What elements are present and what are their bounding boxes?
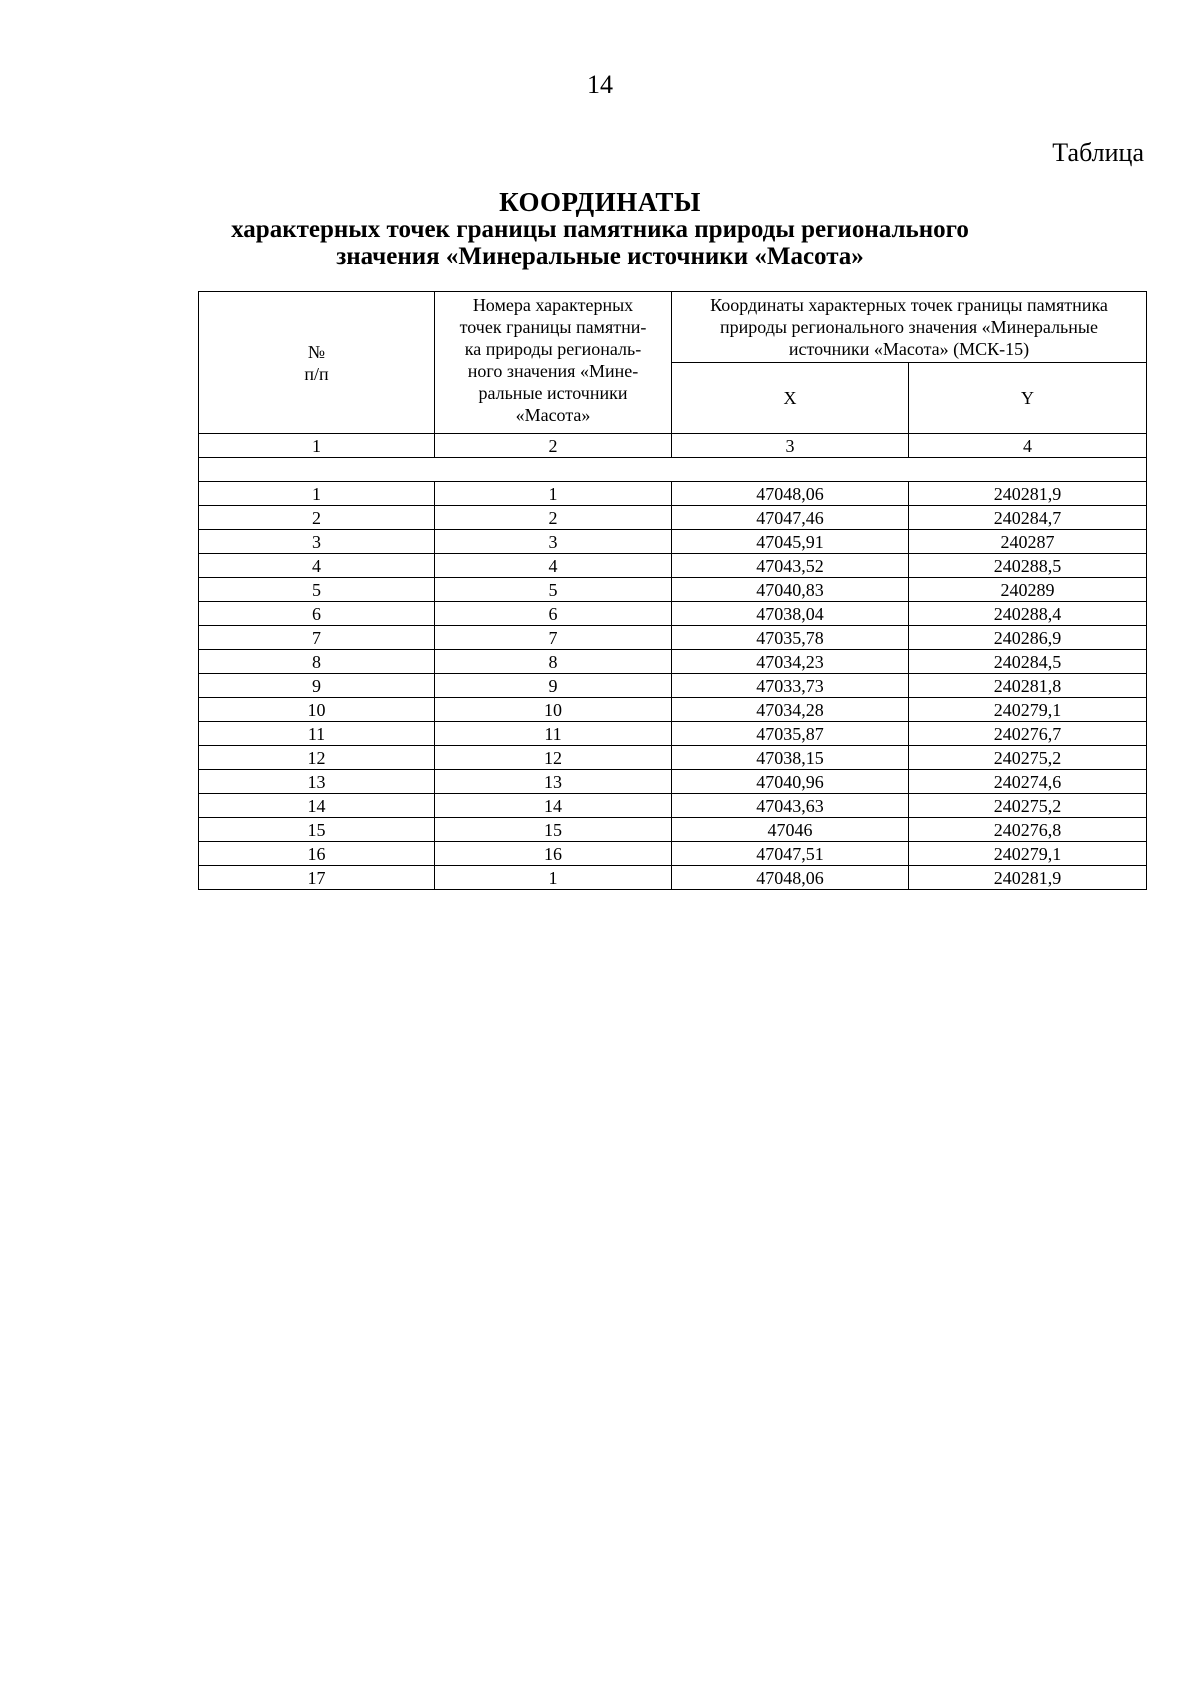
cell-x: 47043,52 [672,554,909,578]
table-row [199,794,1147,818]
table-row [199,578,1147,602]
cell-row-number: 11 [199,722,435,746]
cell-x: 47034,28 [672,698,909,722]
cell-point-number: 15 [435,818,672,842]
cell-point-number: 8 [435,650,672,674]
table-row [199,818,1147,842]
cell-x: 47048,06 [672,482,909,506]
header-number [199,292,435,434]
cell-x: 47038,15 [672,746,909,770]
cell-y: 240274,6 [909,770,1147,794]
table-row [199,482,1147,506]
cell-y: 240276,7 [909,722,1147,746]
header-coordinates-line: природы регионального значения «Минеральные [720,317,1098,337]
cell-point-number: 4 [435,554,672,578]
cell-y: 240289 [909,578,1147,602]
cell-point-number: 2 [435,506,672,530]
table-row [199,674,1147,698]
cell-point-number: 6 [435,602,672,626]
table-row [199,698,1147,722]
cell-point-number: 10 [435,698,672,722]
cell-row-number: 7 [199,626,435,650]
cell-x: 47033,73 [672,674,909,698]
cell-row-number: 17 [199,866,435,890]
header-y: Y [909,363,1147,434]
cell-point-number: 14 [435,794,672,818]
table-row [199,770,1147,794]
cell-x: 47040,96 [672,770,909,794]
cell-row-number: 6 [199,602,435,626]
header-number-label: п/п [304,363,329,384]
cell-row-number: 12 [199,746,435,770]
cell-row-number: 15 [199,818,435,842]
cell-point-number: 1 [435,482,672,506]
title-main: КООРДИНАТЫ [499,187,701,217]
header-coordinates-line: источники «Масота» (МСК-15) [788,339,1030,359]
cell-y: 240281,9 [909,866,1147,890]
table-row [199,842,1147,866]
header-x: X [672,363,909,434]
cell-y: 240284,5 [909,650,1147,674]
cell-y: 240281,9 [909,482,1147,506]
cell-x: 47035,78 [672,626,909,650]
cell-x: 47046 [672,818,909,842]
header-point-numbers-line: Номера характерных [472,295,634,315]
cell-x: 47043,63 [672,794,909,818]
cell-x: 47038,04 [672,602,909,626]
title-line-2: значения «Минеральные источники «Масота» [336,243,864,270]
table-row [199,602,1147,626]
cell-row-number: 9 [199,674,435,698]
table-row [199,626,1147,650]
cell-y: 240275,2 [909,794,1147,818]
cell-row-number: 8 [199,650,435,674]
cell-y: 240288,4 [909,602,1147,626]
cell-row-number: 3 [199,530,435,554]
cell-point-number: 3 [435,530,672,554]
cell-row-number: 16 [199,842,435,866]
coordinates-table [198,291,1147,890]
cell-row-number: 4 [199,554,435,578]
title-line-1: характерных точек границы памятника природы регионального [231,216,969,243]
cell-y: 240279,1 [909,698,1147,722]
cell-row-number: 5 [199,578,435,602]
cell-x: 47045,91 [672,530,909,554]
cell-y: 240275,2 [909,746,1147,770]
table-row [199,554,1147,578]
column-number: 4 [909,434,1147,458]
header-coordinates-line: Координаты характерных точек границы памятника [710,295,1108,315]
header-point-numbers-line: «Масота» [515,405,591,425]
column-numbers-row [199,434,1147,458]
cell-y: 240284,7 [909,506,1147,530]
cell-y: 240279,1 [909,842,1147,866]
cell-row-number: 13 [199,770,435,794]
header-number-symbol: № [307,341,326,362]
blank-row [199,458,1147,482]
cell-point-number: 7 [435,626,672,650]
blank-cell [199,458,1147,482]
cell-y: 240276,8 [909,818,1147,842]
cell-point-number: 11 [435,722,672,746]
table-label: Таблица [1052,138,1144,167]
cell-y: 240288,5 [909,554,1147,578]
table-row [199,866,1147,890]
cell-row-number: 10 [199,698,435,722]
cell-point-number: 9 [435,674,672,698]
table-row [199,530,1147,554]
cell-y: 240286,9 [909,626,1147,650]
column-number: 2 [435,434,672,458]
table-row [199,650,1147,674]
header-point-numbers-line: точек границы памятни- [459,317,647,337]
cell-row-number: 2 [199,506,435,530]
cell-point-number: 5 [435,578,672,602]
header-coordinates [672,292,1147,363]
cell-x: 47040,83 [672,578,909,602]
cell-y: 240287 [909,530,1147,554]
cell-row-number: 1 [199,482,435,506]
header-point-numbers-line: ральные источники [478,383,628,403]
cell-point-number: 13 [435,770,672,794]
cell-point-number: 12 [435,746,672,770]
table-row [199,506,1147,530]
page-number: 14 [587,70,613,99]
column-number: 3 [672,434,909,458]
header-point-numbers [435,292,672,434]
cell-x: 47048,06 [672,866,909,890]
cell-x: 47047,51 [672,842,909,866]
header-point-numbers-line: ного значения «Мине- [467,361,639,381]
cell-row-number: 14 [199,794,435,818]
cell-x: 47034,23 [672,650,909,674]
header-row [199,292,1147,363]
table-row [199,722,1147,746]
header-point-numbers-line: ка природы региональ- [464,339,642,359]
cell-x: 47047,46 [672,506,909,530]
cell-y: 240281,8 [909,674,1147,698]
table-row [199,746,1147,770]
cell-point-number: 1 [435,866,672,890]
cell-point-number: 16 [435,842,672,866]
cell-x: 47035,87 [672,722,909,746]
column-number: 1 [199,434,435,458]
document-title [0,188,1200,270]
